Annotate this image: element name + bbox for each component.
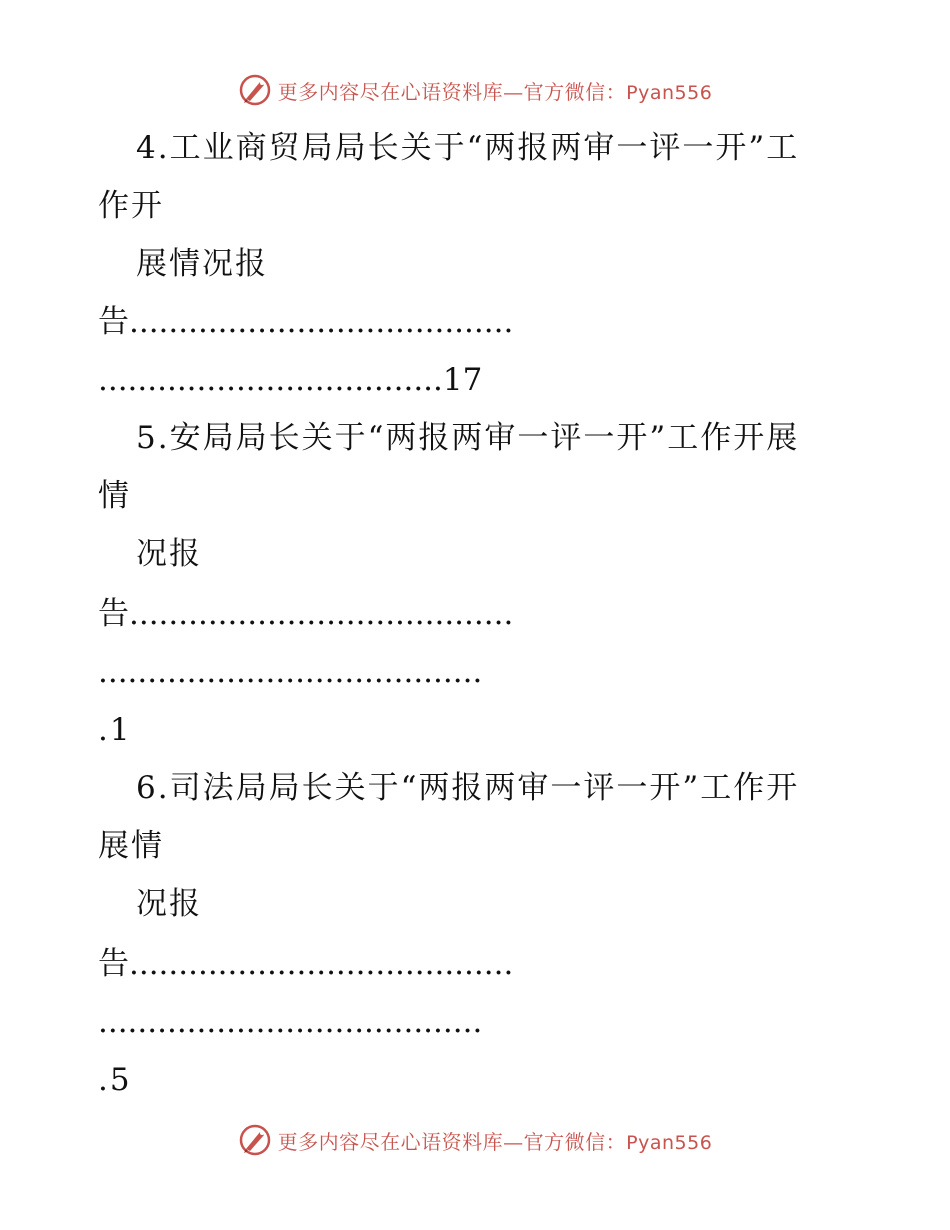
toc-entry-6-title-cont: 展情 <box>98 828 164 864</box>
toc-entry-4-title: 4.工业商贸局局长关于“两报两审一评一开”工 <box>136 130 800 166</box>
toc-entry-5-leader: 告....................................... <box>98 596 514 632</box>
toc-entry-6-page: .5 <box>98 1062 132 1098</box>
toc-entry-4-title-cont: 作开 <box>98 188 164 224</box>
toc-entry-5-page: .1 <box>98 712 132 748</box>
header-watermark <box>0 70 950 110</box>
toc-entry-5-title-cont: 况报 <box>136 536 202 572</box>
toc-entry-4-leader: 告....................................... <box>98 304 514 340</box>
pen-logo-icon <box>238 73 272 107</box>
toc-entry-6-leader: 告....................................... <box>98 946 514 982</box>
toc-entry-4-page: ...................................17 <box>98 362 483 398</box>
footer-watermark <box>0 1120 950 1160</box>
watermark-text: 更多内容尽在心语资料库—官方微信：Pyan556 <box>277 1129 713 1154</box>
toc-entry-6-title-cont: 况报 <box>136 886 202 922</box>
toc-entry-5-leader: ....................................... <box>98 654 483 690</box>
toc-entry-4-title-cont: 展情况报 <box>136 246 268 282</box>
toc-entry-5-title: 5.安局局长关于“两报两审一评一开”工作开展 <box>136 420 800 456</box>
toc-entry-5-title-cont: 情 <box>98 478 131 514</box>
watermark-text: 更多内容尽在心语资料库—官方微信：Pyan556 <box>277 79 713 104</box>
toc-entry-6-title: 6.司法局局长关于“两报两审一评一开”工作开 <box>136 770 800 806</box>
toc-entry-6-leader: ....................................... <box>98 1004 483 1040</box>
pen-logo-icon <box>238 1123 272 1157</box>
